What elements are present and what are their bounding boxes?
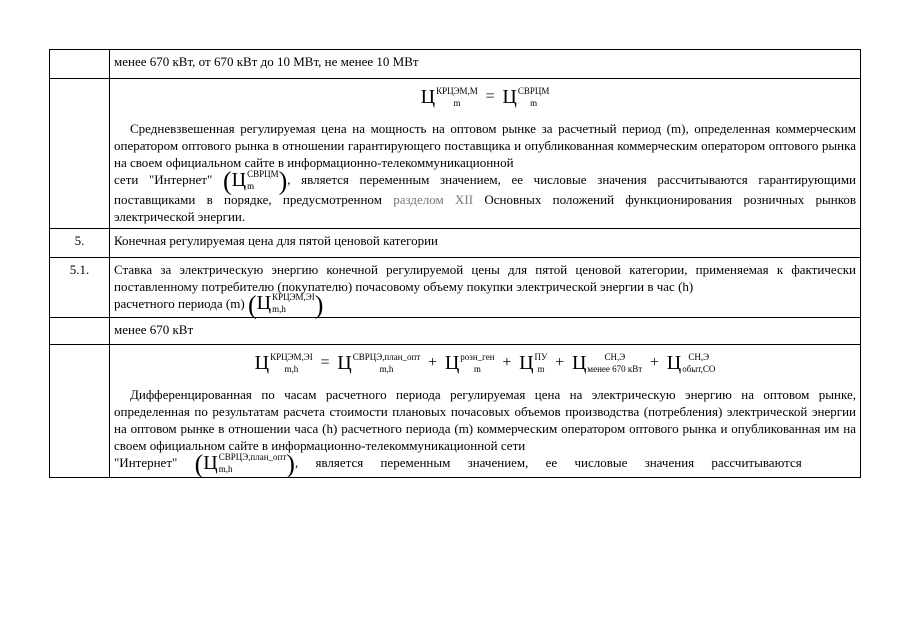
row-number: 5.1. — [50, 257, 110, 318]
formula-term: Ц СН,Э обыт,СО — [666, 351, 716, 375]
row-text: менее 670 кВт, от 670 кВт до 10 МВт, не менее 10 МВт — [110, 50, 861, 79]
row-number — [50, 79, 110, 229]
inline-symbol: Ц СВРЦЭ,план_опт m,h — [203, 451, 287, 474]
row-number: 5. — [50, 228, 110, 257]
table-row — [50, 50, 861, 79]
formula-term: Ц КРЦЭМ,ЭI m,h — [254, 351, 313, 375]
formula — [114, 348, 856, 378]
formula-term: Ц КРЦЭМ,М m — [420, 85, 478, 108]
row-number — [50, 318, 110, 345]
formula-term: Ц розн_ген m — [444, 351, 495, 375]
table-row — [50, 318, 861, 345]
section-link[interactable]: разделом XII — [393, 191, 474, 207]
formula-term: Ц СВРЦМ m — [502, 85, 550, 108]
formula-term: Ц СВРЦЭ,план_опт m,h — [337, 351, 421, 375]
paragraph: сети "Интернет" (Ц СВРЦМ m ), является переменным значением, ее числовые значения рассчитываются гарантирующими поставщиками в порядке, предусмотренном разделом XII Основных положений функционирования розничных рынков электрической энергии. — [114, 166, 857, 224]
inline-symbol: Ц СВРЦМ m — [231, 168, 279, 191]
formula-term: Ц СН,Э менее 670 кВт — [571, 351, 643, 375]
formula-term: Ц ПУ m — [519, 351, 548, 375]
table-row — [50, 345, 861, 478]
formula-cell — [110, 345, 861, 478]
plus-sign: + — [428, 354, 438, 372]
table-row — [50, 228, 861, 257]
document-table — [49, 49, 861, 478]
plus-sign: + — [555, 354, 565, 372]
table-row — [50, 79, 861, 229]
plus-sign: + — [502, 354, 512, 372]
table-row — [50, 257, 861, 318]
row-text: Конечная регулируемая цена для пятой ценовой категории — [110, 228, 861, 257]
inline-symbol: Ц КРЦЭМ,ЭI m,h — [256, 292, 315, 315]
paragraph: Средневзвешенная регулируемая цена на мощность на оптовом рынке за расчетный период (m), определенная коммерческим оператором оптового рынка в отношении гарантирующего поставщика и опубликованная коммерческим оператором оптового рынка на своем официальном сайте в информационно-телекоммуникационной — [114, 121, 856, 170]
row-number — [50, 345, 110, 478]
formula-cell — [110, 79, 861, 229]
equals-sign: = — [485, 88, 495, 106]
row-text: менее 670 кВт — [110, 318, 861, 345]
row-number — [50, 50, 110, 79]
row-text: Ставка за электрическую энергию конечной регулируемой цены для пятой ценовой категории, применяемая к фактически поставленному потребителю (покупателю) почасовому объему покупки электрической энергии в час (h) расчетного периода (m) (Ц КРЦЭМ,ЭI m,h ) — [110, 257, 861, 318]
paragraph: Дифференцированная по часам расчетного периода регулируемая цена на электрическую энергию на оптовом рынке, определенная по результатам расчета стоимости плановых почасовых объемов производства (потребления) электрической энергии на оптовом рынке в отношении часа (h) расчетного периода (m) коммерческим оператором оптового рынка и опубликованная им на своем официальном сайте в информационно-телекоммуникационной сети — [114, 387, 856, 454]
paragraph: "Интернет" (Ц СВРЦЭ,план_опт m,h ), является переменным значением, ее числовые значения рассчитываются — [114, 449, 802, 479]
equals-sign: = — [320, 354, 330, 372]
formula — [114, 82, 856, 112]
plus-sign: + — [649, 354, 659, 372]
